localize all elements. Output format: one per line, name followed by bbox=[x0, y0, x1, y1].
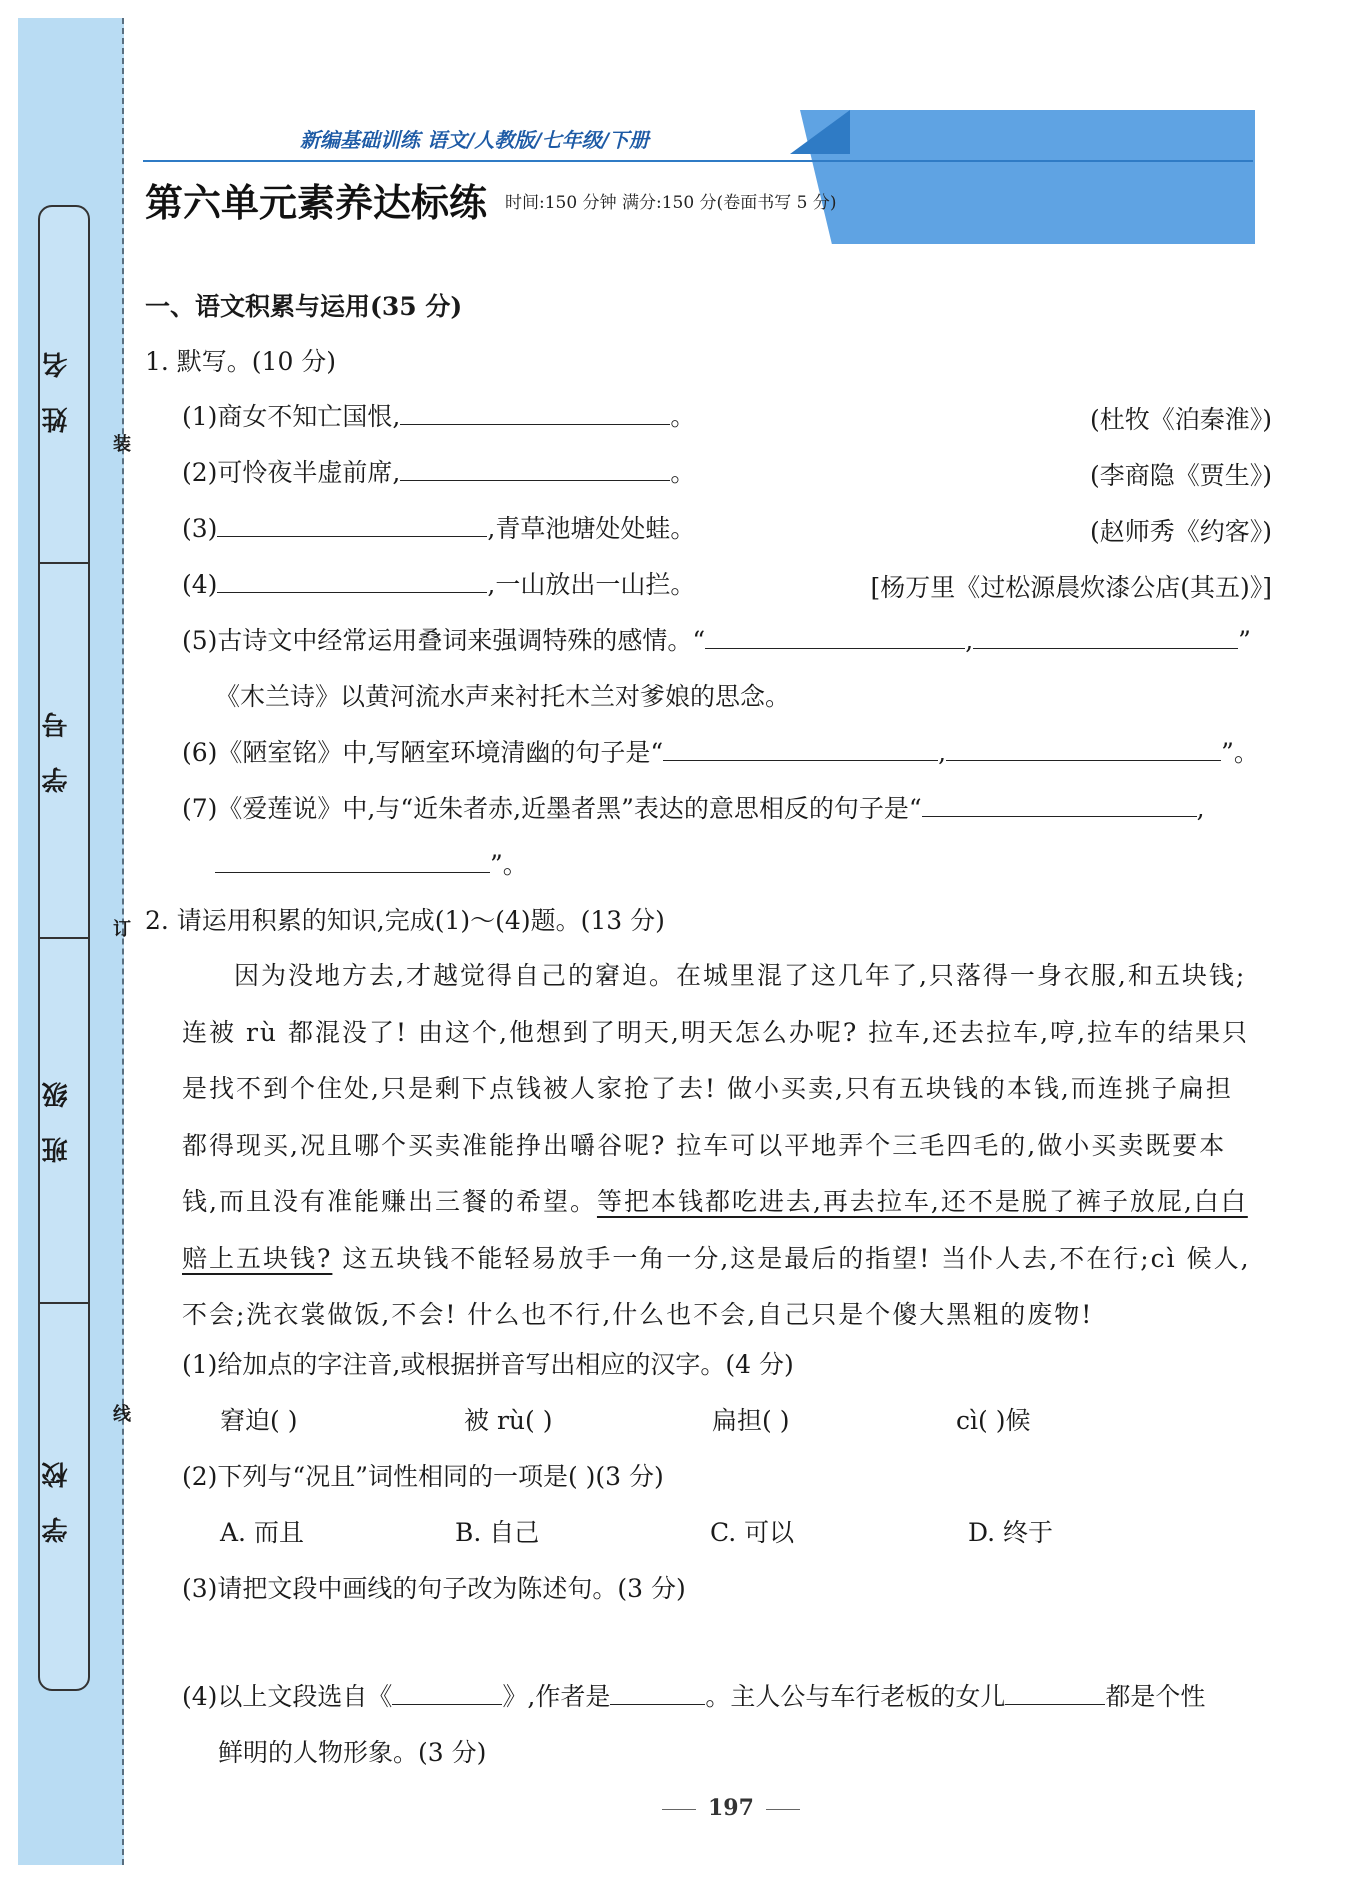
passage-text: 迫。在城里混了这几年了,只落得一身衣服,和五块钱; bbox=[621, 961, 1247, 990]
page-title: 第六单元素养达标练 bbox=[145, 180, 488, 225]
item-text: , bbox=[938, 738, 947, 767]
option-d[interactable]: D. 终于 bbox=[968, 1518, 1054, 1547]
exam-meta: 时间:150 分钟 满分:150 分(卷面书写 5 分) bbox=[505, 193, 837, 213]
binding-mark: 线 bbox=[113, 1404, 131, 1425]
item-text: , bbox=[1196, 794, 1205, 823]
answer-blank[interactable] bbox=[610, 1680, 705, 1705]
dotted-char: 窘 • bbox=[595, 961, 622, 990]
item-text: ” bbox=[1238, 626, 1251, 655]
name-label: 姓 名 bbox=[42, 341, 72, 433]
item-text: 。 bbox=[670, 402, 696, 431]
q1-item-4 bbox=[182, 568, 695, 602]
class-label: 班 级 bbox=[42, 1071, 72, 1163]
item-text: 》,作者是 bbox=[502, 1682, 611, 1711]
item-text: 。主人公与车行老板的女儿 bbox=[705, 1682, 1006, 1711]
binder-divider bbox=[40, 937, 88, 939]
binder-divider bbox=[40, 562, 88, 564]
answer-blank[interactable] bbox=[946, 736, 1221, 761]
q2-sub1-label: (1)给加点的字注音,或根据拼音写出相应的汉字。(4 分) bbox=[182, 1350, 794, 1379]
item-text: (4)以上文段选自《 bbox=[182, 1682, 393, 1711]
q1-item-2 bbox=[182, 456, 695, 490]
series-title: 新编基础训练 语文/人教版/七年级/下册 bbox=[300, 128, 649, 152]
binder-divider bbox=[40, 1302, 88, 1304]
item-text: ”。 bbox=[490, 850, 528, 879]
reading-passage bbox=[182, 948, 1278, 1344]
question-2-label: 2. 请运用积累的知识,完成(1)～(4)题。(13 分) bbox=[145, 906, 665, 935]
page-number-text: 197 bbox=[708, 1795, 754, 1821]
passage-text: 钱,而且没有准能赚出三餐的希望。 bbox=[182, 1187, 597, 1216]
item-text: (3) bbox=[182, 514, 218, 543]
answer-blank[interactable] bbox=[400, 456, 670, 481]
dotted-char: 扁 • bbox=[1179, 1074, 1206, 1103]
passage-text: 连被 rù 都混没了! 由这个,他想到了明天,明天怎么办呢? 拉车,还去拉车,哼,拉车的结果只 bbox=[182, 1017, 1250, 1047]
q1-item-7 bbox=[182, 792, 1205, 826]
q1-item-5-line2: 《木兰诗》以黄河流水声来衬托木兰对爹娘的思念。 bbox=[215, 682, 791, 711]
answer-blank[interactable] bbox=[705, 624, 965, 649]
option-a[interactable]: A. 而且 bbox=[220, 1518, 304, 1547]
q1-item-1 bbox=[182, 400, 695, 434]
passage-text: 是找不到个住处,只是剩下点钱被人家抢了去! 做小买卖,只有五块钱的本钱,而连挑子 bbox=[182, 1074, 1179, 1103]
passage-text: 担 bbox=[1205, 1074, 1233, 1103]
underlined-sentence: 等把本钱都吃进去,再去拉车,还不是脱了裤子放屁,白白 bbox=[596, 1187, 1248, 1216]
q2-sub2-label: (2)下列与“况且”词性相同的一项是( )(3 分) bbox=[182, 1462, 664, 1491]
answer-blank[interactable] bbox=[922, 792, 1197, 817]
passage-text: 不会;洗衣裳做饭,不会! 什么也不行,什么也不会,自己只是个傻大黑粗的废物! bbox=[182, 1300, 1094, 1329]
q1-item-3 bbox=[182, 512, 695, 546]
binding-mark: 订 bbox=[113, 919, 131, 940]
item-text: (1)商女不知亡国恨, bbox=[182, 402, 401, 431]
binding-mark: 装 bbox=[113, 434, 131, 455]
item-text: 都是个性 bbox=[1105, 1682, 1206, 1711]
pinyin-item[interactable]: 窘迫( ) bbox=[220, 1406, 298, 1435]
pinyin-item[interactable]: cì( )候 bbox=[956, 1406, 1031, 1435]
answer-blank[interactable] bbox=[1005, 1680, 1105, 1705]
pinyin-item[interactable]: 扁担( ) bbox=[712, 1406, 790, 1435]
passage-text: 因为没地方去,才越觉得自己的 bbox=[234, 961, 595, 990]
student-info-box bbox=[38, 205, 90, 1691]
page-number bbox=[650, 1795, 812, 1821]
answer-blank[interactable] bbox=[400, 400, 670, 425]
student-number-label: 学 号 bbox=[42, 701, 72, 793]
cut-line bbox=[122, 18, 124, 1865]
underlined-sentence: 赔上五块钱? bbox=[182, 1243, 333, 1273]
q2-sub4-line2: 鲜明的人物形象。(3 分) bbox=[218, 1738, 487, 1767]
section-heading: 一、语文积累与运用(35 分) bbox=[145, 292, 463, 321]
q1-item-5 bbox=[182, 624, 1251, 658]
pinyin-item[interactable]: 被 rù( ) bbox=[464, 1406, 553, 1435]
answer-blank[interactable] bbox=[392, 1680, 502, 1705]
item-text: (4) bbox=[182, 570, 218, 599]
question-1-label: 1. 默写。(10 分) bbox=[145, 347, 337, 376]
item-text: (2)可怜夜半虚前席, bbox=[182, 458, 401, 487]
item-text: ,一山放出一山拦。 bbox=[487, 570, 696, 599]
answer-blank[interactable] bbox=[217, 568, 487, 593]
option-c[interactable]: C. 可以 bbox=[710, 1518, 795, 1547]
item-text: 。 bbox=[670, 458, 696, 487]
q1-item-6 bbox=[182, 736, 1259, 770]
option-b[interactable]: B. 自己 bbox=[455, 1518, 540, 1547]
q2-sub3-label: (3)请把文段中画线的句子改为陈述句。(3 分) bbox=[182, 1574, 686, 1603]
school-label: 学 校 bbox=[42, 1451, 72, 1543]
item-text: ,青草池塘处处蛙。 bbox=[487, 514, 696, 543]
q1-item-7-line2 bbox=[215, 848, 528, 882]
item-text: , bbox=[965, 626, 974, 655]
item-text: ”。 bbox=[1221, 738, 1259, 767]
passage-text: 都得现买,况且哪个买卖准能挣出嚼谷呢? 拉车可以平地弄个三毛四毛的,做小买卖既要本 bbox=[182, 1130, 1227, 1160]
poem-source: (李商隐《贾生》) bbox=[1089, 461, 1272, 490]
poem-source: (赵师秀《约客》) bbox=[1089, 517, 1272, 546]
poem-source: (杜牧《泊秦淮》) bbox=[1089, 405, 1272, 434]
poem-source: [杨万里《过松源晨炊漆公店(其五)》] bbox=[870, 573, 1272, 602]
q2-sub4 bbox=[182, 1680, 1205, 1714]
answer-blank[interactable] bbox=[217, 512, 487, 537]
item-text: (6)《陋室铭》中,写陋室环境清幽的句子是“ bbox=[182, 738, 664, 767]
answer-blank[interactable] bbox=[215, 848, 490, 873]
answer-blank[interactable] bbox=[973, 624, 1238, 649]
item-text: (7)《爱莲说》中,与“近朱者赤,近墨者黑”表达的意思相反的句子是“ bbox=[182, 794, 922, 823]
passage-text: 这五块钱不能轻易放手一角一分,这是最后的指望! 当仆人去,不在行;cì 候人, bbox=[332, 1243, 1251, 1273]
answer-blank[interactable] bbox=[663, 736, 938, 761]
item-text: (5)古诗文中经常运用叠词来强调特殊的感情。“ bbox=[182, 626, 706, 655]
